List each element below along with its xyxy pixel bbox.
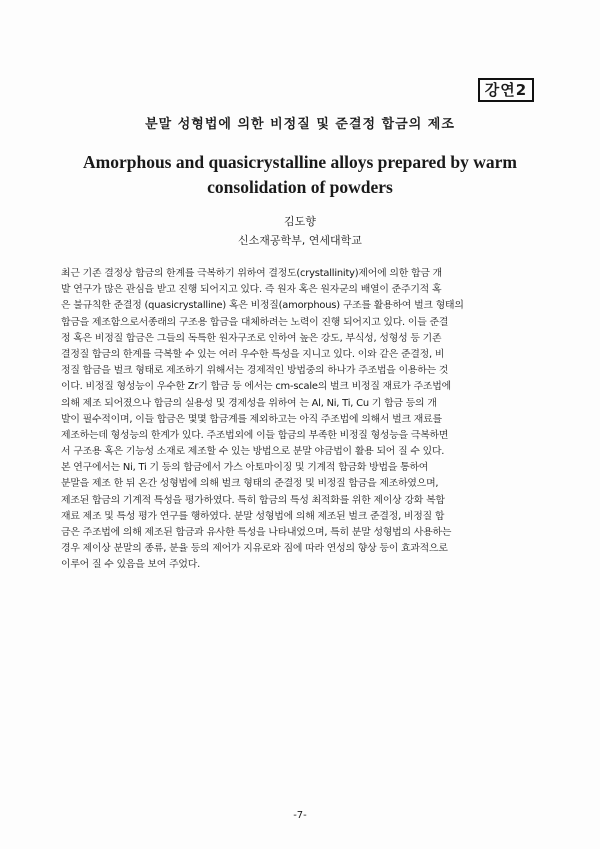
english-title: Amorphous and quasicrystalline alloys prepared by warm consolidation of powders bbox=[83, 152, 517, 197]
abstract-line: 의해 제조 되어졌으나 합금의 실용성 및 경제성을 위하여 는 Al, Ni, Ti, Cu 기 합금 등의 개 bbox=[61, 397, 437, 409]
abstract-line: 금은 주조법에 의해 제조된 합금과 유사한 특성을 나타내었으며, 특히 분말 성형법의 사용하는 bbox=[61, 527, 452, 538]
abstract-line: 발이 필수적이며, 이들 합금은 몇몇 합금계를 제외하고는 아직 주조법에 의해서 벌크 재료를 bbox=[61, 413, 442, 425]
abstract-line: 이다. 비정질 형성능이 우수한 Zr기 합금 등 에서는 cm-scale의 벌크 비정질 재료가 주조법에 bbox=[61, 381, 451, 393]
abstract-line: 결정질 합금의 한계를 극복할 수 있는 여러 우수한 특성을 지니고 있다. 이와 같은 준결정, 비 bbox=[61, 348, 445, 360]
korean-title: 분말 성형법에 의한 비정질 및 준결정 합금의 제조 bbox=[145, 117, 455, 132]
page-number: -7- bbox=[293, 810, 307, 821]
abstract-line: 은 불규칙한 준결정 (quasicrystalline) 혹은 비정질(amorphous) 구조를 활용하여 벌크 형태의 bbox=[61, 300, 464, 312]
abstract-line: 정 혹은 비정질 합금은 그들의 독특한 원자구조로 인하여 높은 강도, 부식성, 성형성 등 기존 bbox=[61, 332, 442, 344]
abstract-line: 본 연구에서는 Ni, Ti 기 등의 합금에서 가스 아토마이징 및 기계적 합금화 방법을 통하여 bbox=[61, 462, 429, 474]
abstract-line: 제조하는데 형성능의 한계가 있다. 주조법외에 이들 합금의 부족한 비정질 형성능을 극복하면 bbox=[61, 429, 449, 441]
author-affiliation: 신소재공학부, 연세대학교 bbox=[238, 234, 362, 247]
abstract-body bbox=[61, 266, 543, 574]
abstract-line: 분말을 제조 한 뒤 온간 성형법에 의해 벌크 형태의 준결정 및 비정질 합금을 제조하였으며, bbox=[61, 478, 439, 490]
abstract-line: 제조된 합금의 기계적 특성을 평가하였다. 특히 합금의 특성 최적화를 위한 제이상 강화 복합 bbox=[61, 494, 445, 506]
abstract-line: 경우 제이상 분말의 종류, 분율 등의 제어가 지유로와 짐에 따라 연성의 향상 등이 효과적으로 bbox=[61, 543, 448, 555]
author-name: 김도향 bbox=[284, 215, 316, 228]
abstract-line: 발 연구가 많은 관심을 받고 진행 되어지고 있다. 즉 원자 혹은 원자군의 배열이 준주기적 혹 bbox=[61, 284, 442, 296]
session-badge: 강연2 bbox=[478, 78, 534, 102]
abstract-line: 이루어 질 수 있음을 보여 주었다. bbox=[61, 559, 201, 571]
abstract-line: 서 구조용 혹은 기능성 소재로 제조할 수 있는 방법으로 분말 야금법이 활용 되어 질 수 있다. bbox=[61, 446, 445, 458]
abstract-line: 재료 제조 및 특성 평가 연구를 행하였다. 분말 성형법에 의해 제조된 벌크 준결정, 비정질 합 bbox=[61, 510, 445, 522]
abstract-line: 정질 합금을 벌크 형태로 제조하기 위해서는 경제적인 방법중의 하나가 주조법을 이용하는 것 bbox=[61, 365, 449, 377]
abstract-line: 합금을 제조함으로서종래의 구조용 합금을 대체하려는 노력이 진행 되어지고 있다. 이들 준결 bbox=[61, 316, 449, 328]
abstract-line: 최근 기존 결정상 합금의 한계를 극복하기 위하여 결정도(crystallinity)제어에 의한 합금 개 bbox=[61, 268, 442, 279]
